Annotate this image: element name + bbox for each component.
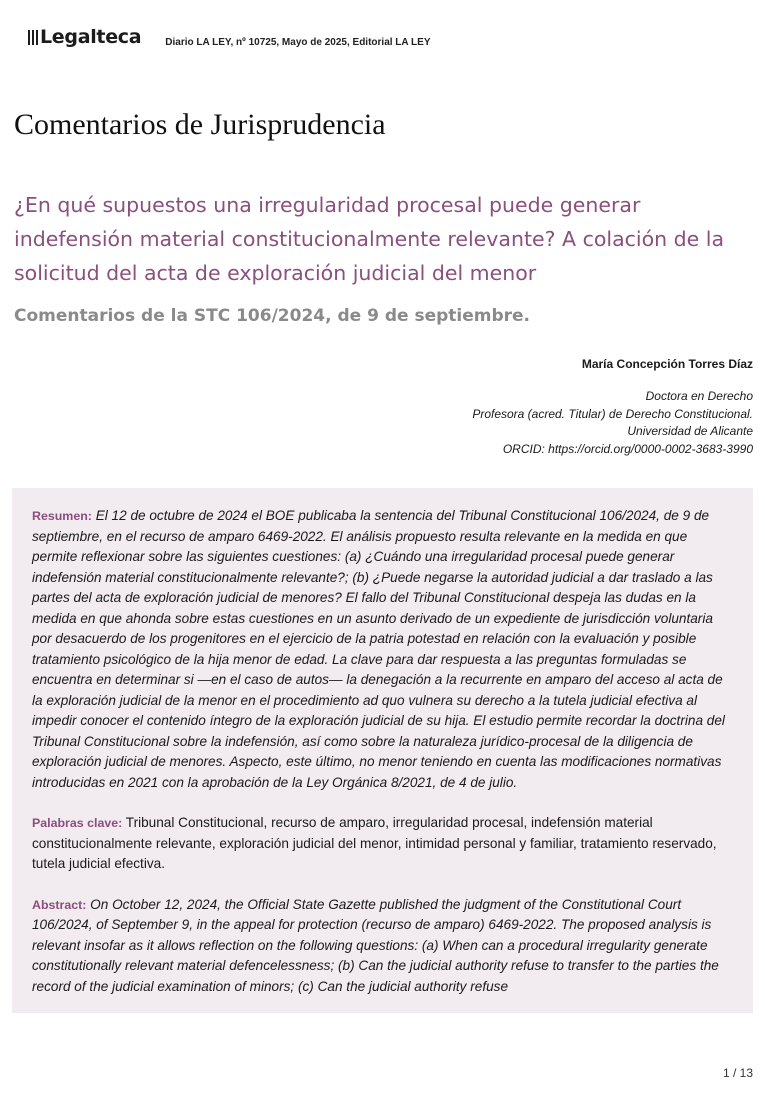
- resumen-label: Resumen:: [32, 509, 92, 523]
- abstract-label: Abstract:: [32, 897, 87, 912]
- orcid-link[interactable]: ORCID: https://orcid.org/0000-0002-3683-3990: [502, 441, 753, 456]
- affiliation-line: Doctora en Derecho: [645, 389, 753, 403]
- page-indicator: 1 / 13: [722, 1066, 753, 1080]
- logo-bars-icon: [28, 30, 38, 45]
- resumen-text: El 12 de octubre de 2024 el BOE publicaba la sentencia del Tribunal Constitucional 106/2024, de 9 de septiembre, en el recurso de amparo 6469-2022. El análisis propuesto resulta relevante en la medida en que permite reflexionar sobre las siguientes cuestiones: (a) ¿Cuándo una irregularidad procesal puede generar indefensión material constitucionalmente relevante?; (b) ¿Puede negarse la autoridad judicial a dar traslado a las partes del acta de exploración judicial de menores? El fallo del Tribunal Constitucional despeja las dudas en la medida en que ahonda sobre estas cuestiones en un asunto derivado de un expediente de jurisdicción voluntaria por desacuerdo de los progenitores en el ejercicio de la patria potestad en relación con la evaluación y posible tratamiento psicológico de la hija menor de edad. La clave para dar respuesta a las preguntas formuladas se encuentra en determinar si —en el caso de autos— la denegación a la recurrente en amparo del acceso al acta de la exploración judicial de la menor en el procedimiento ad quo vulnera su derecho a la tutela judicial efectiva al impedir conocer el contenido íntegro de la exploración judicial de su hija. El estudio permite recordar la doctrina del Tribunal Constitucional sobre la indefensión, así como sobre la naturaleza jurídico-procesal de la diligencia de exploración judicial de menores. Aspecto, este último, no menor teniendo en cuenta las modificaciones normativas introducidas en 2021 con la aprobación de la Ley Orgánica 8/2021, de 4 de julio.: [32, 508, 725, 790]
- logo-text: Legalteca: [40, 26, 142, 48]
- keywords-paragraph: [32, 813, 733, 875]
- abstract-paragraph: [32, 895, 733, 998]
- affiliation-line: Universidad de Alicante: [627, 424, 753, 438]
- keywords-text: Tribunal Constitucional, recurso de amparo, irregularidad procesal, indefensión material constitucionalmente relevante, exploración judicial del menor, intimidad personal y familiar, tratamiento reservado, tutela judicial efectiva.: [32, 815, 717, 871]
- author-name: María Concepción Torres Díaz: [581, 357, 753, 371]
- article-title: ¿En qué supuestos una irregularidad procesal puede generar indefensión material constitucionalmente relevante? A colación de la solicitud del acta de exploración judicial del menor: [14, 193, 725, 285]
- source-citation: Diario LA LEY, nº 10725, Mayo de 2025, Editorial LA LEY: [165, 36, 431, 48]
- author-affiliation: [472, 388, 753, 458]
- legalteca-logo: [28, 26, 141, 48]
- affiliation-line: Profesora (acred. Titular) de Derecho Constitucional.: [472, 406, 753, 421]
- article-subtitle: Comentarios de la STC 106/2024, de 9 de septiembre.: [14, 306, 531, 326]
- keywords-label: Palabras clave:: [32, 816, 123, 830]
- section-title: Comentarios de Jurisprudencia: [14, 108, 386, 141]
- resumen-paragraph: [32, 506, 733, 793]
- document-header: [28, 26, 431, 48]
- abstract-text: On October 12, 2024, the Official State Gazette published the judgment of the Constitutional Court 106/2024, of September 9, in the appeal for protection (recurso de amparo) 6469-2022. The proposed analysis is relevant insofar as it allows reflection on the following questions: (a) When can a procedural irregularity generate constitutionally relevant material defencelessness; (b) Can the judicial authority refuse to transfer to the parties the record of the judicial examination of minors; (c) Can the judicial authority refuse: [32, 896, 719, 994]
- abstract-box: [12, 488, 753, 1013]
